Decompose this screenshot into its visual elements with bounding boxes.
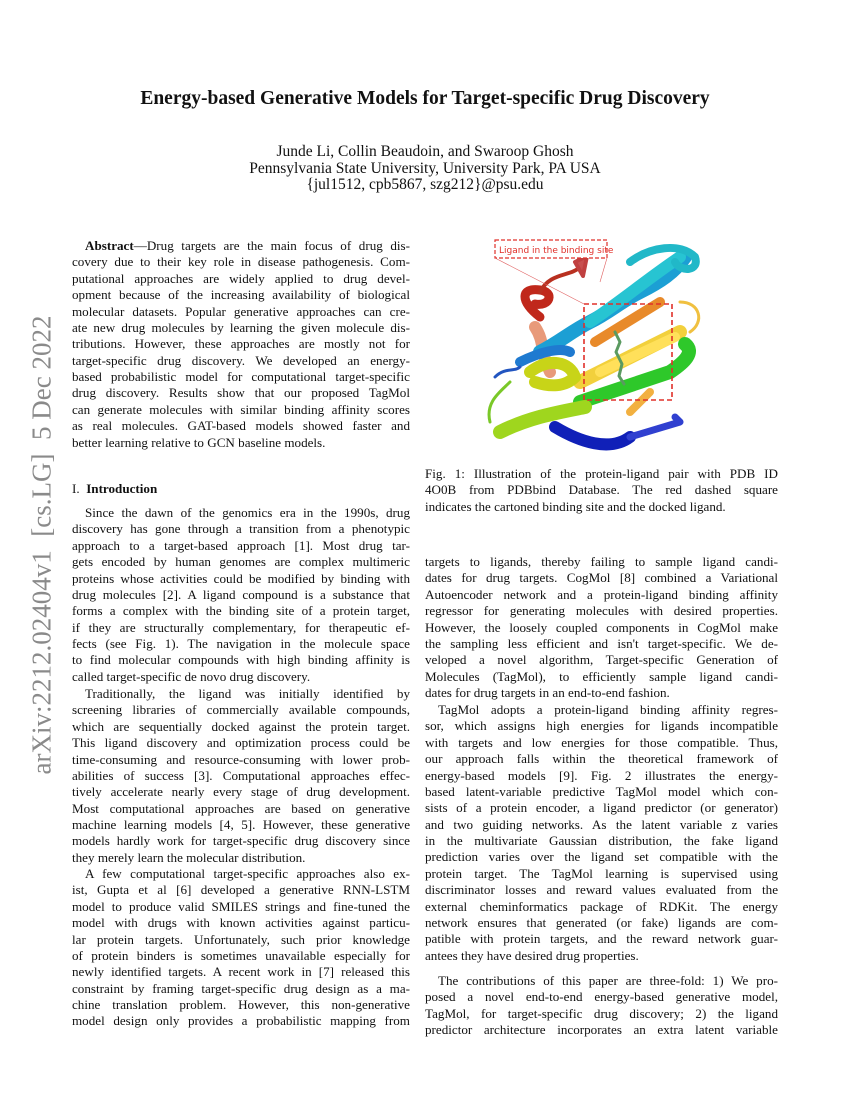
text-line: can generate molecules with similar binding affinity scores [72,401,410,417]
text-line: posed a novel end-to-end energy-based generative model, [425,989,778,1005]
paragraph-r1 [425,554,778,701]
text-line: However, the loosely coupled components in CogMol make [425,619,778,635]
text-line: gets encoded by human genomes are complex multimeric [72,554,410,570]
text-line: Most computational approaches are based on generative [72,800,410,816]
text-line: the sampling less efficient and isn't target-specific. We de- [425,635,778,651]
text-line: models hardly work for target-specific drug discovery since [72,833,410,849]
text-line: as real molecules. GAT-based models showed faster and [72,418,410,434]
affiliation: Pennsylvania State University, University Park, PA USA [249,160,601,177]
protein-ligand-figure [480,232,710,467]
text-line: discovery has gone through a transition from a phenotypic [72,521,410,537]
caption-line: indicates the cartoned binding site and the docked ligand. [425,498,726,514]
text-line: Molecules (TagMol), to efficiently sample ligand candi- [425,668,778,684]
text-line: external cheminformatics package of RDKit. The energy [425,898,778,914]
figure-caption [425,466,778,515]
paper-title: Energy-based Generative Models for Target-specific Drug Discovery [140,88,710,109]
text-line: approach to a target-based approach [1]. Most drug tar- [72,537,410,553]
text-line: prediction varies over the ligand set compatible with the [425,849,778,865]
text-line: based probabilistic model for computational target-specific [72,369,410,384]
paragraph-r3 [425,973,778,1039]
paragraph-intro1 [72,505,410,685]
text-line: Traditionally, the ligand was initially identified by [85,686,410,701]
text-line: target-specific drug discovery. We developed an energy- [72,352,410,368]
text-line: with targets and low energies for those compatible. Thus, [425,734,778,750]
text-line: putational approaches are widely applied to drug devel- [72,270,410,286]
section-number: I. [72,481,80,496]
text-line: molecular datasets. Popular generative approaches can cre- [72,303,410,319]
text-line: energy-based models [9]. Fig. 2 illustrates the energy- [425,767,778,783]
paragraph-abstract [72,238,410,451]
text-line: drug molecules [2]. A ligand compound is a substance that [72,586,410,602]
text-line: patible with protein targets, and the reward network guar- [425,931,778,947]
section-heading [72,481,157,497]
text-line: Autoencoder network and a protein-ligand binding affinity [425,586,778,602]
text-line: drug discovery. Results show that our proposed TagMol [72,385,410,401]
paragraph-intro2 [72,686,410,866]
text-line: Since the dawn of the genomics era in the 1990s, drug [85,505,410,520]
text-line: dates for drug targets. CogMol [8] combined a Variational [425,570,778,586]
text-line: and two guiding networks. As the latent variable z varies [425,816,778,832]
text-line: ist, Gupta et al [6] developed a generative RNN-LSTM [72,882,410,898]
text-line: model to produce valid SMILES strings and fine-tuned the [72,898,410,914]
text-line: constraint by framing target-specific drug design as a ma- [72,980,410,996]
text-line: tively accelerate nearly every stage of drug development. [72,784,410,800]
authors: Junde Li, Collin Beaudoin, and Swaroop Ghosh [276,143,574,160]
text-line: model with drugs with known activities against particu- [72,915,410,931]
text-line: regressor for generating molecules with desired properties. [425,603,778,619]
text-line: they merely learn the molecular distribution. [72,849,306,865]
text-line: Abstract—Drug targets are the main focus of drug dis- [85,238,410,253]
text-line: proteins whose activities could be modified by binding with [72,570,410,586]
text-line: discriminator losses and reward values evaluated from the [425,882,778,898]
text-line: forms a complex with the binding site of a protein target, [72,603,410,619]
text-line: called target-specific de novo drug discovery. [72,668,311,684]
text-line: veloped a novel algorithm, Target-specific Generation of [425,652,778,668]
text-line: model design only provides a probabilistic mapping from [72,1013,410,1029]
text-line: This ligand discovery and optimization process could be [72,735,410,751]
text-line: TagMol adopts a protein-ligand binding affinity regres- [438,702,778,717]
text-line: fects (see Fig. 1). The navigation in the molecule space [72,636,410,651]
text-line: covery due to their key role in disease pathogenesis. Com- [72,254,410,270]
text-line: opment because of the increasing availability of biological [72,287,410,303]
text-line: which are sequentially docked against the protein target. [72,718,410,734]
caption-line: Fig. 1: Illustration of the protein-ligand pair with PDB ID [425,466,778,481]
text-line: A few computational target-specific approaches also ex- [85,866,410,881]
text-line: sor, which assigns high energies for ligands incompatible [425,718,778,734]
text-line: antees they have desired drug properties. [425,947,639,963]
text-line: tributions. However, these approaches are mostly not for [72,336,410,352]
text-line: our approach falls within the theoretical framework of [425,751,778,767]
text-line: chine translation problem. However, this non-generative [72,997,410,1012]
section-title: Introduction [86,481,158,496]
text-line: predictor architecture incorporates an extra latent variable [425,1022,778,1038]
paragraph-intro3 [72,866,410,1030]
text-line: screening libraries of commercially available compounds, [72,702,410,718]
text-line: machine learning models [4, 5]. However, these generative [72,817,410,832]
arxiv-stamp: arXiv:2212.02404v1 [cs.LG] 5 Dec 2022 [26,315,57,775]
text-line: newly identified targets. A recent work in [7] released this [72,964,410,980]
text-line: of protein binders is sometimes unavailable especially for [72,947,410,963]
text-line: The contributions of this paper are three-fold: 1) We pro- [438,973,778,988]
text-line: sists of a protein encoder, a ligand predictor (or generator) [425,800,778,816]
text-line: time-consuming and resource-consuming with lower prob- [72,751,410,767]
text-line: to find molecular compounds with high binding affinity is [72,652,410,668]
text-line: based latent-variable predictive TagMol model which con- [425,783,778,799]
figure-label: Ligand in the binding site [499,246,614,256]
text-line: TagMol, for target-specific drug discovery; 2) the ligand [425,1005,778,1021]
text-line: targets to ligands, thereby failing to sample ligand candi- [425,554,778,569]
text-line: ate new drug molecules by learning the given molecule dis- [72,319,410,335]
text-line: in the multivariate Gaussian distribution, the fake ligand [425,833,778,848]
text-line: dates for drug targets in an end-to-end fashion. [425,685,670,700]
text-line: lar protein targets. Unfortunately, such prior knowledge [72,931,410,947]
text-line: if they are structurally complementary, for therapeutic ef- [72,619,410,635]
text-line: better learning relative to GCN baseline models. [72,434,326,450]
text-line: network ensures that generated (or fake) ligands are com- [425,914,778,930]
paragraph-r2 [425,702,778,964]
caption-line: 4O0B from PDBbind Database. The red dashed square [425,482,778,498]
text-line: abilities of success [3]. Computational approaches effec- [72,767,410,783]
text-line: protein target. The TagMol learning is supervised using [425,865,778,881]
emails: {jul1512, cpb5867, szg212}@psu.edu [306,176,544,193]
